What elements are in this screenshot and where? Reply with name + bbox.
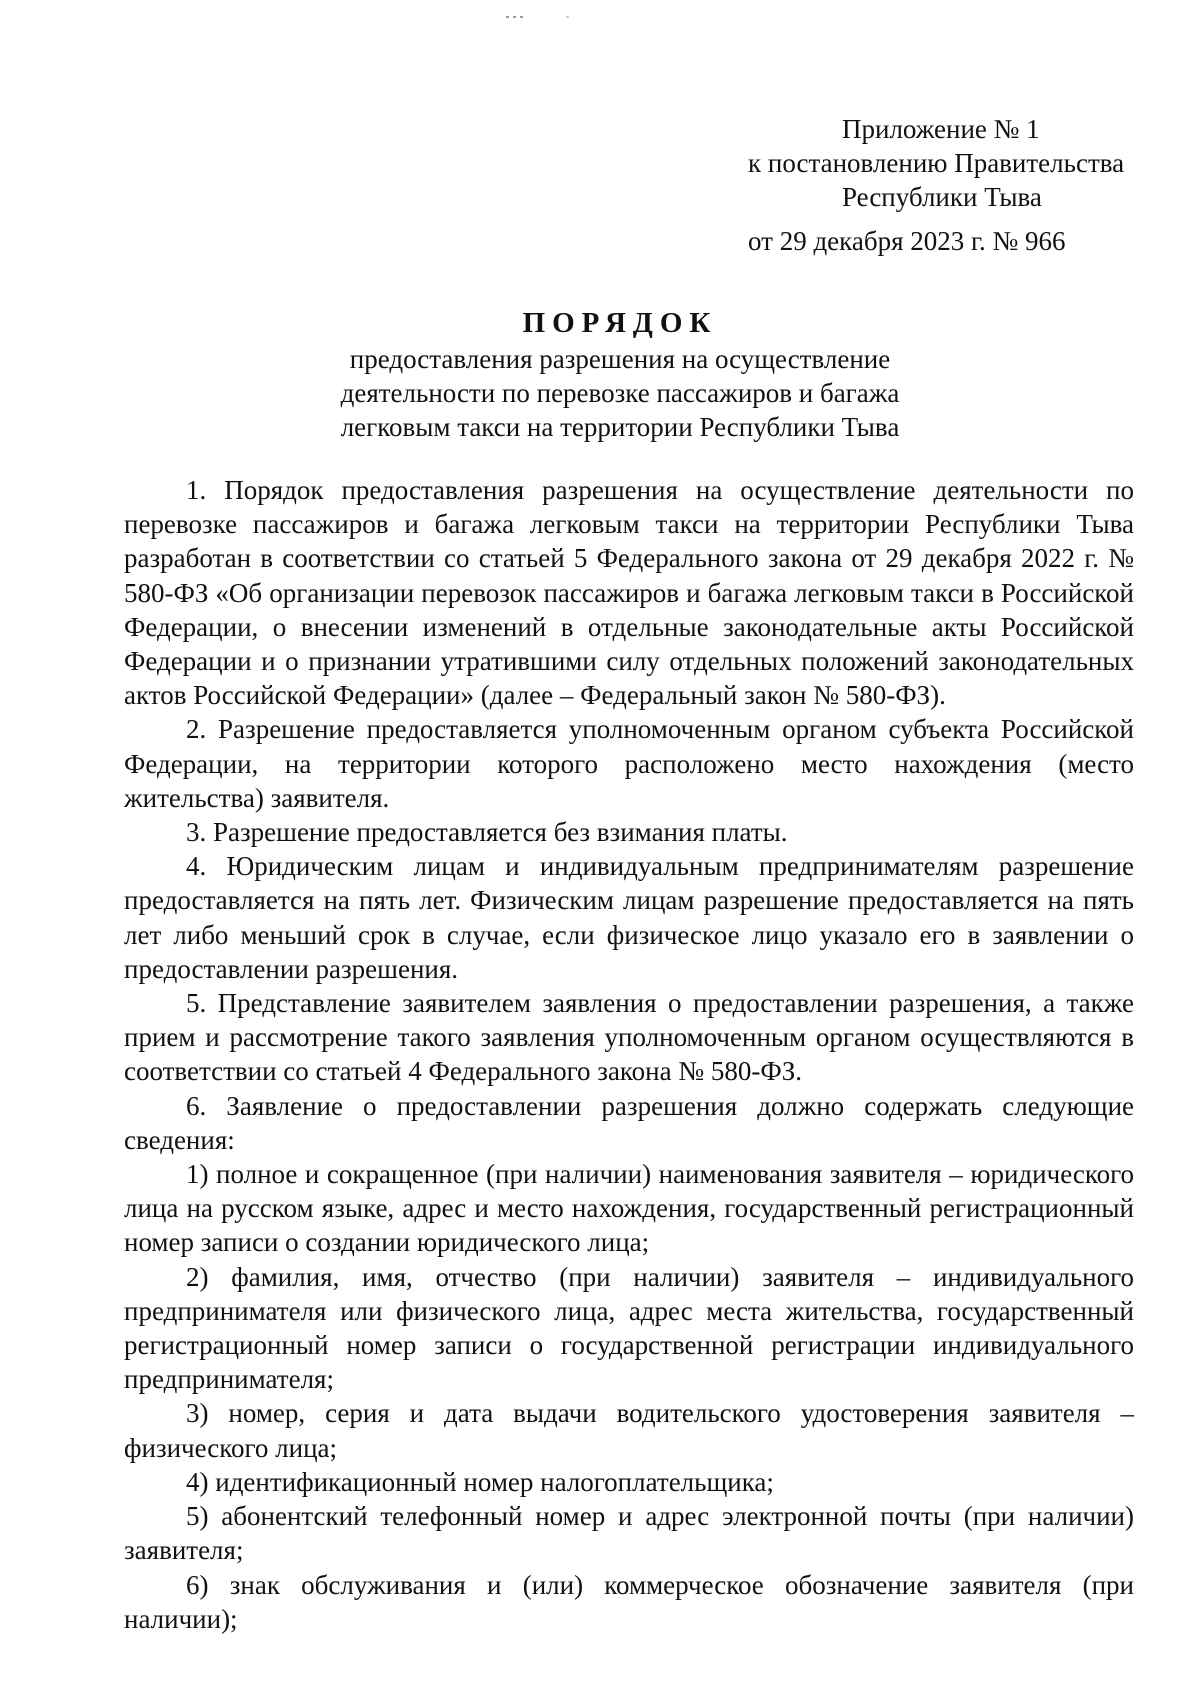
paragraph: 3. Разрешение предоставляется без взимания платы.: [186, 817, 788, 848]
title-main: ПОРЯДОК: [522, 307, 718, 339]
list-item: 5) абонентский телефонный номер и адрес электронной почты (при наличии) заявителя;: [124, 1501, 1134, 1566]
title-subtitle-line: деятельности по перевозке пассажиров и багажа: [340, 378, 900, 408]
appendix-header: [720, 112, 1140, 258]
document-title: [0, 304, 1200, 444]
list-item: 3) номер, серия и дата выдачи водительского удостоверения заявителя – физического лица;: [124, 1398, 1134, 1463]
paragraph: 2. Разрешение предоставляется уполномоченным органом субъекта Российской Федерации, на территории которого расположено место нахождения (место жительства) заявителя.: [124, 714, 1134, 813]
paragraph: 4. Юридическим лицам и индивидуальным предпринимателям разрешение предоставляется на пять лет. Физическим лицам разрешение предоставляется на пять лет либо меньший срок в случае, если физическое лицо указало его в заявлении о предоставлении разрешения.: [124, 851, 1134, 984]
list-item: 4) идентификационный номер налогоплательщика;: [186, 1466, 774, 1497]
paragraph: 6. Заявление о предоставлении разрешения должно содержать следующие сведения:: [124, 1090, 1134, 1155]
title-subtitle-line: легковым такси на территории Республики Тыва: [340, 412, 900, 442]
list-item: 1) полное и сокращенное (при наличии) наименования заявителя – юридического лица на русском языке, адрес и место нахождения, государственный регистрационный номер записи о создании юридического лица;: [124, 1159, 1134, 1258]
document-body: [124, 473, 1134, 1636]
appendix-resolution: к постановлению Правительства: [748, 148, 1125, 178]
list-item: 6) знак обслуживания и (или) коммерческое обозначение заявителя (при наличии);: [124, 1569, 1134, 1634]
paragraph: 5. Представление заявителем заявления о предоставлении разрешения, а также прием и рассмотрение такого заявления уполномоченным органом осуществляются в соответствии со статьей 4 Федерального закона № 580-ФЗ.: [124, 988, 1134, 1087]
list-item: 2) фамилия, имя, отчество (при наличии) заявителя – индивидуального предпринимателя или физического лица, адрес места жительства, государственный регистрационный номер записи о государственной регистрации индивидуального предпринимателя;: [124, 1261, 1134, 1395]
appendix-number: Приложение № 1: [842, 114, 1040, 144]
appendix-republic: Республики Тыва: [842, 182, 1042, 212]
title-subtitle-line: предоставления разрешения на осуществление: [349, 344, 891, 374]
scan-speck: [506, 14, 578, 20]
paragraph: 1. Порядок предоставления разрешения на осуществление деятельности по перевозке пассажиров и багажа легковым такси на территории Республики Тыва разработан в соответствии со статьей 5 Федерального закона от 29 декабря 2022 г. № 580-ФЗ «Об организации перевозок пассажиров и багажа легковым такси в Российской Федерации, о внесении изменений в отдельные законодательные акты Российской Федерации и о признании утратившими силу отдельных положений законодательных актов Российской Федерации» (далее – Федеральный закон № 580-ФЗ).: [124, 475, 1134, 711]
appendix-date: от 29 декабря 2023 г. № 966: [748, 226, 1066, 256]
